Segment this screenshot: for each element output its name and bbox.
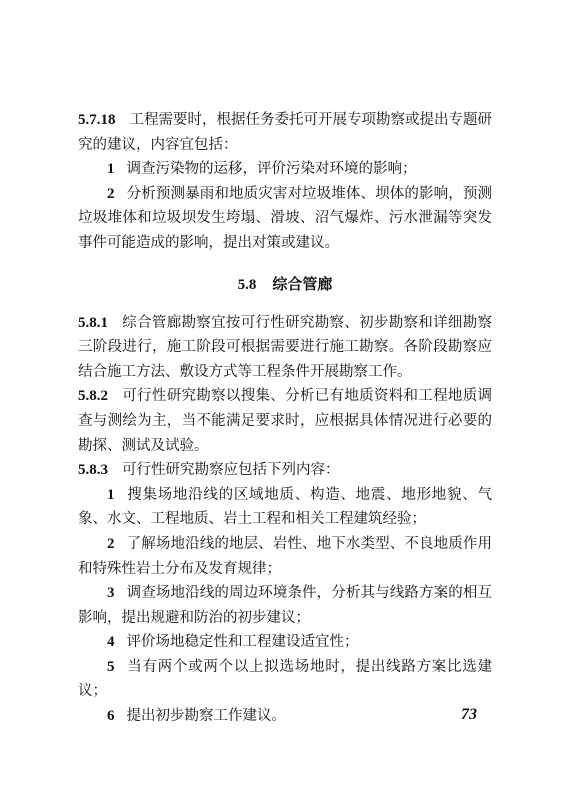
section-heading bbox=[78, 272, 492, 297]
item-text: 提出初步勘察工作建议。 bbox=[126, 708, 286, 725]
item-number: 6 bbox=[107, 708, 115, 725]
clause-text: 工程需要时，根据任务委托可开展专项勘察或提出专题研究的建议，内容宜包括： bbox=[78, 112, 492, 153]
item-text: 评价场地稳定性和工程建设适宜性； bbox=[126, 634, 359, 651]
item-number: 1 bbox=[107, 161, 115, 178]
clause-5-8-3-item-4 bbox=[78, 630, 492, 655]
clause-5-8-2 bbox=[78, 384, 492, 458]
item-number: 1 bbox=[107, 486, 115, 503]
clause-5-7-18 bbox=[78, 108, 492, 157]
clause-text: 可行性研究勘察以搜集、分析已有地质资料和工程地质调查与测绘为主，当不能满足要求时，应根据具体情况进行必要的勘探、测试及试验。 bbox=[78, 388, 492, 454]
clause-5-8-3-item-2 bbox=[78, 532, 492, 581]
clause-5-8-1 bbox=[78, 311, 492, 385]
clause-5-8-3 bbox=[78, 458, 492, 483]
clause-number: 5.7.18 bbox=[78, 112, 116, 128]
item-number: 2 bbox=[107, 535, 115, 552]
clause-number: 5.8.2 bbox=[78, 388, 108, 405]
clause-5-7-18-item-2 bbox=[78, 182, 492, 256]
section-number: 5.8 bbox=[237, 276, 257, 293]
section-title: 综合管廊 bbox=[272, 274, 333, 293]
item-text: 当有两个或两个以上拟选场地时，提出线路方案比选建议； bbox=[78, 658, 492, 700]
page-number: 73 bbox=[461, 706, 477, 723]
item-text: 了解场地沿线的地层、岩性、地下水类型、不良地质作用和特殊性岩土分布及发育规律； bbox=[78, 535, 492, 577]
clause-5-8-3-item-3 bbox=[78, 581, 492, 630]
item-text: 调查场地沿线的周边环境条件，分析其与线路方案的相互影响，提出规避和防治的初步建议； bbox=[78, 585, 492, 626]
page-content bbox=[78, 108, 492, 729]
clause-text: 综合管廊勘察宜按可行性研究勘察、初步勘察和详细勘察三阶段进行，施工阶段可根据需要进行施工勘察。各阶段勘察应结合施工方法、敷设方式等工程条件开展勘察工作。 bbox=[78, 314, 492, 380]
item-number: 4 bbox=[107, 634, 115, 651]
item-number: 2 bbox=[107, 185, 115, 202]
clause-5-7-18-item-1 bbox=[78, 157, 492, 182]
clause-number: 5.8.1 bbox=[78, 314, 108, 331]
clause-5-8-3-item-6 bbox=[78, 704, 492, 729]
item-text: 分析预测暴雨和地质灾害对垃圾堆体、坝体的影响，预测垃圾堆体和垃圾坝发生垮塌、滑坡、沼气爆炸、污水泄漏等突发事件可能造成的影响，提出对策或建议。 bbox=[78, 185, 492, 251]
item-text: 搜集场地沿线的区域地质、构造、地震、地形地貌、气象、水文、工程地质、岩土工程和相关工程建筑经验； bbox=[78, 486, 492, 528]
clause-text: 可行性研究勘察应包括下列内容： bbox=[122, 462, 340, 479]
item-text: 调查污染物的运移，评价污染对环境的影响； bbox=[126, 161, 417, 178]
item-number: 5 bbox=[107, 658, 115, 675]
clause-5-8-3-item-1 bbox=[78, 483, 492, 532]
clause-number: 5.8.3 bbox=[78, 462, 108, 479]
item-number: 3 bbox=[107, 585, 115, 602]
clause-5-8-3-item-5 bbox=[78, 655, 492, 704]
